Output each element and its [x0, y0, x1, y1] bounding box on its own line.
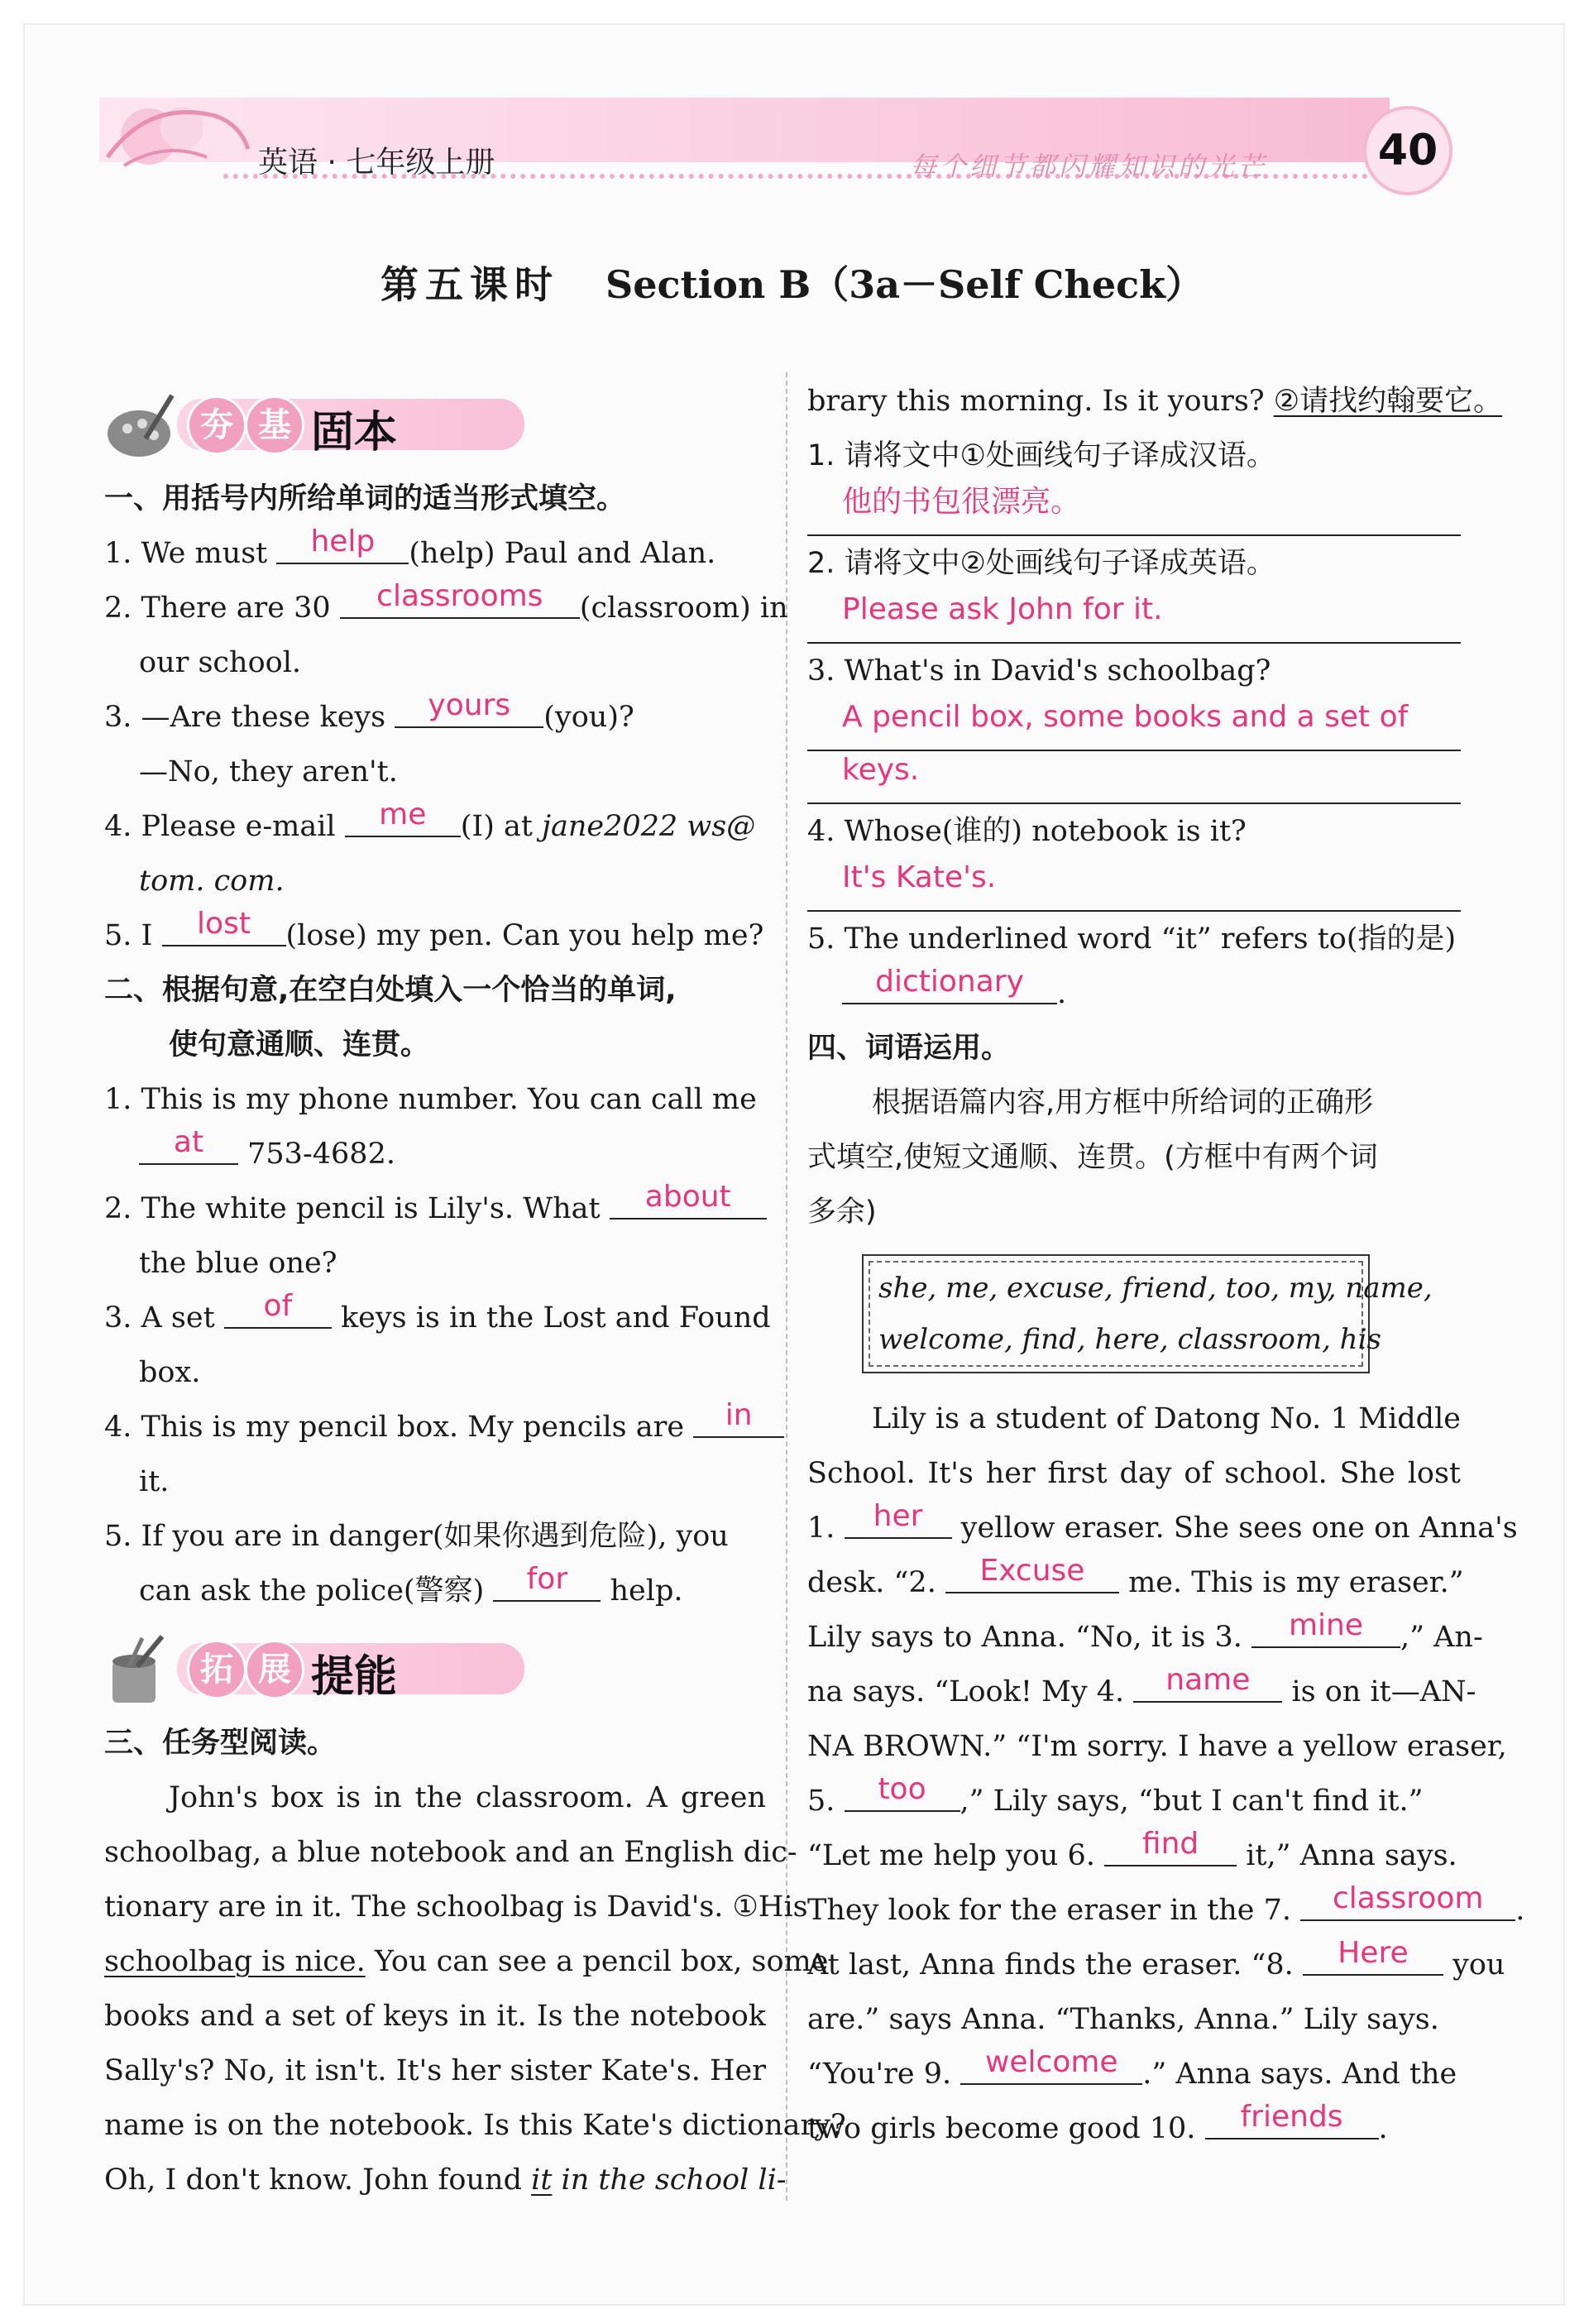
r2-answer: about: [644, 1180, 731, 1214]
flourish-icon: [99, 91, 256, 182]
passage-line-6: Sally's? No, it isn't. It's her sister Kate's. Her: [104, 2054, 766, 2087]
r5-answer: for: [526, 1562, 568, 1596]
answer-3: mine: [1288, 1608, 1364, 1642]
q4: 4. Please e-mail me (I) at jane2022 ws@: [104, 798, 756, 843]
instr-3: 多余): [807, 1196, 877, 1229]
q4-blank[interactable]: [345, 799, 461, 837]
blank-7[interactable]: [1300, 1883, 1515, 1921]
task-a5-blank[interactable]: [842, 966, 1057, 1004]
q2-cont: our school.: [139, 646, 302, 679]
underlined-sentence-2: ②请找约翰要它。: [1273, 385, 1503, 418]
blank-9[interactable]: [960, 2047, 1142, 2085]
r1: 1. This is my phone number. You can call me: [104, 1083, 757, 1116]
section-banner-extend: [104, 1627, 766, 1709]
r1-cont: at 753-4682.: [104, 1127, 766, 1181]
r1-blank[interactable]: [139, 1127, 238, 1165]
blank-3[interactable]: [1251, 1610, 1400, 1648]
passage-line-9: brary this morning. Is it yours? ②请找约翰要它。: [807, 385, 1503, 418]
lesson-title-en: Section B（3a－Self Check）: [605, 262, 1204, 307]
header-subject: 英语 · 七年级上册: [258, 146, 495, 180]
palette-icon: [104, 389, 179, 463]
q5: 5. I lost (lose) my pen. Can you help me?: [104, 907, 764, 952]
q3: 3. —Are these keys yours (you)?: [104, 688, 634, 734]
brush-bucket-icon: [104, 1633, 179, 1708]
task-q2: 2. 请将文中②处画线句子译成英语。: [807, 547, 1275, 580]
passage-line-5: books and a set of keys in it. Is the notebook: [104, 2000, 766, 2033]
task-q3: 3. What's in David's schoolbag?: [807, 654, 1271, 688]
task-a5: dictionary: [875, 965, 1024, 999]
r3: 3. A set of keys is in the Lost and Found: [104, 1289, 771, 1335]
banner-char-1: 拓: [187, 1640, 246, 1699]
task-q1: 1. 请将文中①处画线句子译成汉语。: [807, 439, 1275, 472]
q5-answer: lost: [197, 907, 251, 941]
task-a2: Please ask John for it.: [842, 592, 1163, 626]
text-line-2: School. It's her first day of school. She lost: [807, 1457, 1461, 1490]
q2: 2. There are 30 classrooms (classroom) in: [104, 579, 788, 625]
r2-blank[interactable]: [610, 1181, 767, 1220]
page-number: 40: [1363, 106, 1452, 195]
r4: 4. This is my pencil box. My pencils are in: [104, 1400, 766, 1454]
underlined-it: it: [531, 2163, 553, 2197]
blank-8[interactable]: [1303, 1938, 1443, 1976]
r1-answer: at: [173, 1125, 204, 1159]
answer-10: friends: [1240, 2100, 1343, 2134]
answer-8: Here: [1338, 1936, 1409, 1970]
r3-cont: box.: [139, 1356, 201, 1389]
banner-text: 提能: [311, 1652, 398, 1702]
lesson-title-cn: 第五课时: [380, 262, 559, 307]
task-a2-line[interactable]: [807, 591, 1461, 644]
instr-1: 根据语篇内容,用方框中所给词的正确形: [872, 1086, 1374, 1119]
text-line-10: They look for the eraser in the 7. classroom: [807, 1883, 1461, 1938]
r4-answer: in: [725, 1398, 753, 1432]
text-line-12: are.” says Anna. “Thanks, Anna.” Lily says.: [807, 2003, 1439, 2036]
q3-answer: yours: [428, 688, 511, 722]
text-line-5: Lily says to Anna. “No, it is 3. mine ,” An-: [807, 1608, 1483, 1654]
text-line-4: desk. “2. Excuse me. This is my eraser.”: [807, 1554, 1464, 1599]
blank-6[interactable]: [1104, 1828, 1237, 1866]
part1-title: 一、用括号内所给单词的适当形式填空。: [104, 482, 626, 515]
text-line-13: “You're 9. welcome .” Anna says. And the: [807, 2045, 1457, 2091]
column-divider: [786, 372, 787, 2201]
text-line-6: na says. “Look! My 4. name is on it—AN-: [807, 1663, 1476, 1708]
answer-5: too: [878, 1772, 926, 1806]
r3-blank[interactable]: [224, 1291, 332, 1329]
task-a3-line[interactable]: [807, 698, 1461, 751]
r2: 2. The white pencil is Lily's. What about: [104, 1181, 766, 1236]
word-box-line-2: welcome, find, here, classroom, his: [878, 1323, 1381, 1356]
blank-4[interactable]: [1133, 1665, 1282, 1703]
lesson-title: [0, 255, 1584, 309]
answer-4: name: [1165, 1663, 1251, 1697]
r5-blank[interactable]: [493, 1564, 601, 1602]
q1: 1. We must help (help) Paul and Alan.: [104, 525, 716, 570]
passage-line-2: schoolbag, a blue notebook and an English dic-: [104, 1836, 797, 1869]
q1-blank[interactable]: [276, 526, 409, 564]
text-line-9: “Let me help you 6. find it,” Anna says.: [807, 1827, 1457, 1872]
task-q5: 5. The underlined word “it” refers to(指的是): [807, 922, 1457, 956]
banner-char-2: 展: [245, 1640, 304, 1699]
q2-answer: classrooms: [376, 579, 543, 613]
word-box: [862, 1254, 1433, 1373]
section-banner-basic: [104, 382, 766, 465]
passage-line-7: name is on the notebook. Is this Kate's dictionary?: [104, 2109, 846, 2142]
q1-answer: help: [310, 525, 376, 558]
task-a3b: keys.: [842, 753, 920, 787]
word-box-line-1: she, me, excuse, friend, too, my, name,: [878, 1272, 1433, 1305]
right-column: [807, 374, 1518, 2156]
answer-7: classroom: [1332, 1881, 1484, 1915]
task-a4-line[interactable]: [807, 859, 1461, 912]
r2-cont: the blue one?: [139, 1247, 337, 1280]
q3-cont: —No, they aren't.: [139, 755, 398, 788]
q3-blank[interactable]: [395, 690, 543, 728]
task-a4: It's Kate's.: [842, 860, 997, 894]
underlined-sentence-1: schoolbag is nice.: [104, 1945, 366, 1978]
q4-cont: tom. com.: [139, 865, 285, 898]
part2-title-b: 使句意通顺、连贯。: [169, 1028, 430, 1061]
passage-line-8: Oh, I don't know. John found it in the school li-: [104, 2163, 787, 2197]
text-line-11: At last, Anna finds the eraser. “8. Here you: [807, 1936, 1505, 1981]
passage-line-4: schoolbag is nice. You can see a pencil box, some: [104, 1945, 829, 1978]
r5: 5. If you are in danger(如果你遇到危险), you: [104, 1520, 729, 1553]
task-a1: 他的书包很漂亮。: [842, 485, 1081, 519]
banner-char-1: 夯: [187, 395, 246, 455]
text-line-1: Lily is a student of Datong No. 1 Middle: [872, 1402, 1461, 1435]
answer-2: Excuse: [979, 1554, 1085, 1588]
q5-blank[interactable]: [162, 908, 286, 946]
blank-10[interactable]: [1205, 2101, 1379, 2140]
passage-line-1: John's box is in the classroom. A green: [169, 1781, 766, 1814]
banner-char-2: 基: [245, 395, 304, 455]
instr-2: 式填空,使短文通顺、连贯。(方框中有两个词: [807, 1141, 1378, 1174]
text-line-8: 5. too ,” Lily says, “but I can't find it.”: [807, 1772, 1424, 1818]
task-a5-row: dictionary .: [807, 966, 1461, 1021]
part3-title: 三、任务型阅读。: [104, 1727, 337, 1760]
q2-blank[interactable]: [340, 581, 580, 619]
answer-6: find: [1141, 1827, 1199, 1861]
r5-cont: can ask the police(警察) for help.: [139, 1562, 683, 1608]
r4-blank[interactable]: [693, 1400, 784, 1438]
blank-1[interactable]: [845, 1501, 952, 1539]
banner-text: 固本: [311, 408, 398, 458]
task-a3a: A pencil box, some books and a set of: [842, 700, 1409, 734]
answer-1: her: [873, 1499, 923, 1533]
task-a3b-line[interactable]: [807, 751, 1461, 804]
header-motto: 每个细节都闪耀知识的光芒: [910, 151, 1268, 182]
blank-5[interactable]: [845, 1774, 960, 1812]
r3-answer: of: [263, 1289, 293, 1323]
blank-2[interactable]: [945, 1555, 1119, 1593]
part2-title-a: 二、根据句意,在空白处填入一个恰当的单词,: [104, 974, 677, 1007]
task-q4: 4. Whose(谁的) notebook is it?: [807, 815, 1247, 848]
part4-title: 四、词语运用。: [807, 1032, 1011, 1065]
text-line-3: 1. her yellow eraser. She sees one on Anna's: [807, 1499, 1518, 1545]
text-line-7: NA BROWN.” “I'm sorry. I have a yellow eraser,: [807, 1730, 1507, 1763]
r4-cont: it.: [139, 1465, 170, 1498]
text-line-14: two girls become good 10. friends .: [807, 2100, 1388, 2145]
answer-9: welcome: [984, 2045, 1118, 2079]
passage-line-3: tionary are in it. The schoolbag is David's. ①His: [104, 1890, 808, 1924]
task-a1-line[interactable]: [807, 483, 1461, 536]
q4-answer: me: [379, 798, 427, 831]
